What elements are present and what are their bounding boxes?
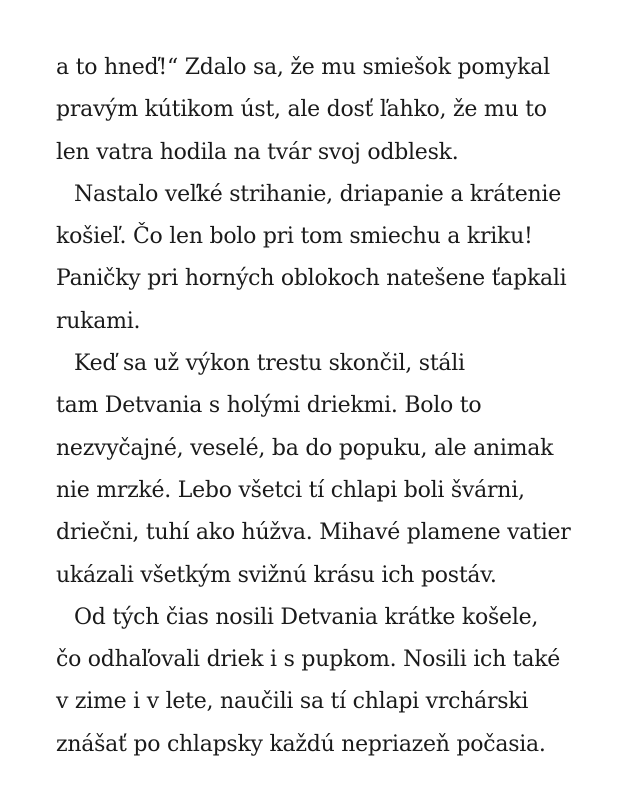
text-line: a to hneď!“ Zdalo sa, že mu smiešok pomykal <box>56 55 550 80</box>
paragraph <box>56 174 600 343</box>
paragraph <box>56 343 600 597</box>
text-line: len vatra hodila na tvár svoj odblesk. <box>56 139 459 165</box>
paragraph <box>56 47 600 174</box>
text-line: Keď sa už výkon trestu skončil, stáli <box>74 351 465 377</box>
text-line: košieľ. Čo len bolo pri tom smiechu a kriku! <box>56 224 533 250</box>
text-line: pravým kútikom úst, ale dosť ľahko, že mu to <box>56 97 547 123</box>
text-line: nie mrzké. Lebo všetci tí chlapi boli švárni, <box>56 477 525 503</box>
text-line: tam Detvania s holými driekmi. Bolo to <box>56 393 482 419</box>
text-line: ukázali všetkým svižnú krásu ich postáv. <box>56 562 497 588</box>
text-line: znášať po chlapsky každú nepriazeň počasia. <box>56 731 546 757</box>
text-line: Paničky pri horných oblokoch natešene ťapkali <box>56 266 567 292</box>
text-line: čo odhaľovali driek i s pupkom. Nosili ich také <box>56 647 561 673</box>
text-line: driečni, tuhí ako húžva. Mihavé plamene vatier <box>56 520 571 546</box>
text-line: v zime i v lete, naučili sa tí chlapi vrchárski <box>56 689 529 715</box>
paragraph <box>56 597 600 766</box>
text-line: rukami. <box>56 308 141 334</box>
text-line: nezvyčajné, veselé, ba do popuku, ale animak <box>56 435 554 461</box>
text-line: Od tých čias nosili Detvania krátke košele, <box>74 604 539 630</box>
text-line: Nastalo veľké strihanie, driapanie a krátenie <box>74 181 561 207</box>
